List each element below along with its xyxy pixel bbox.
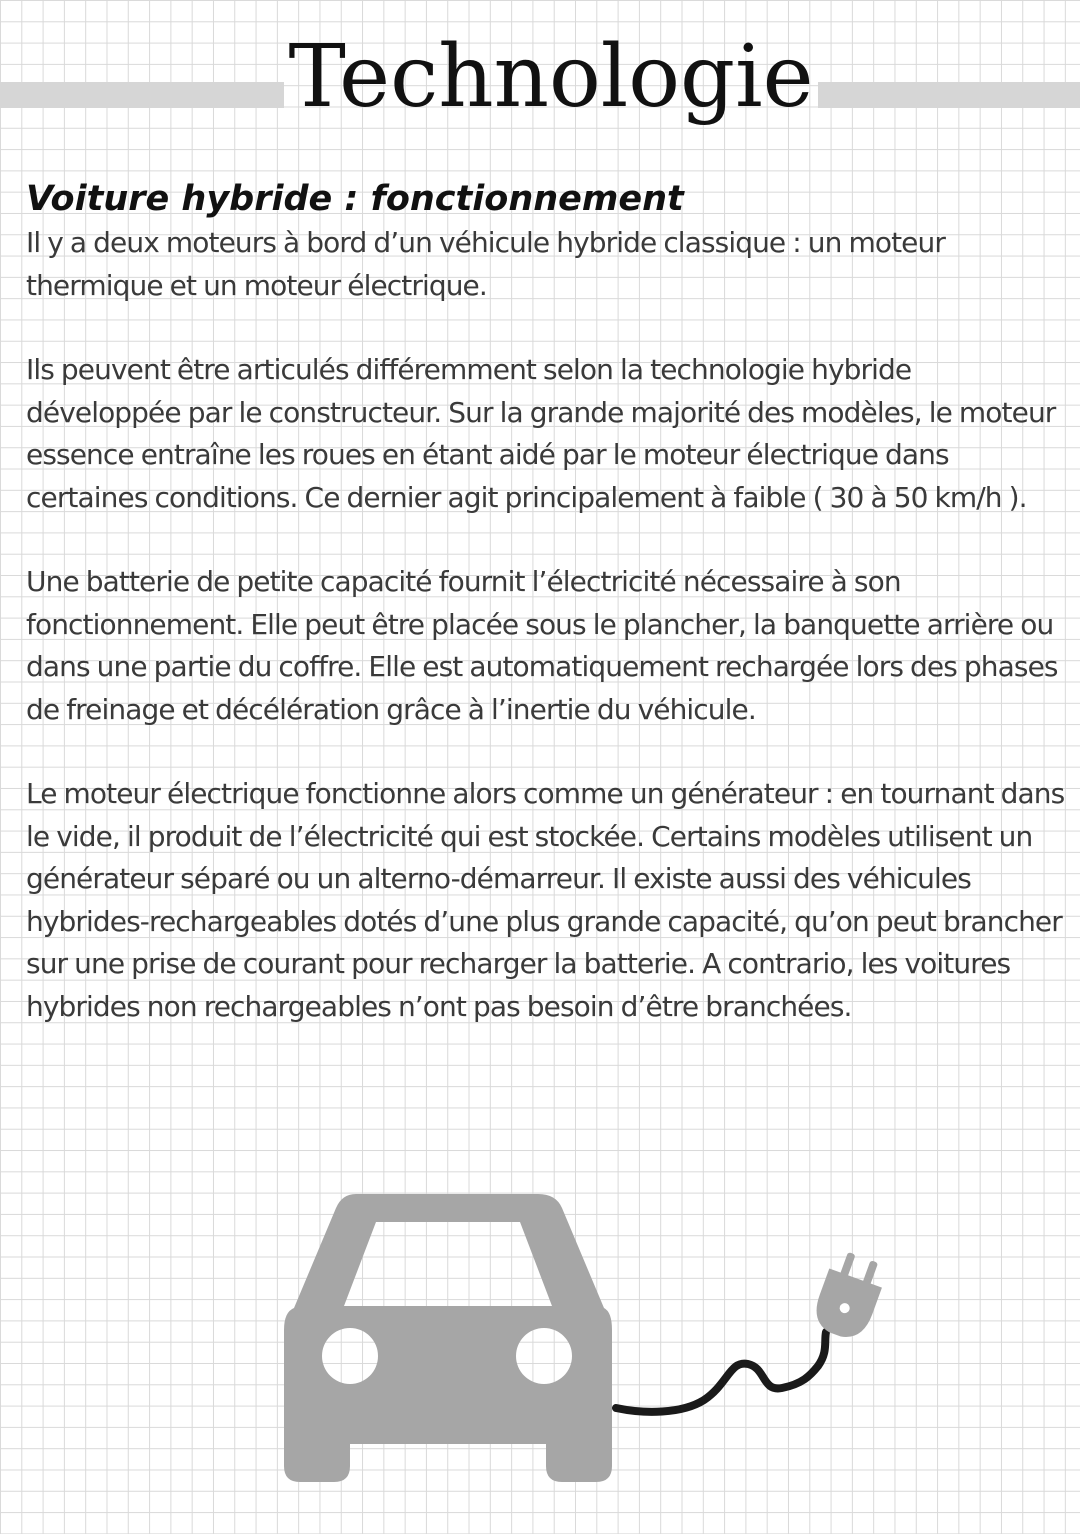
title-decor-bar-right bbox=[818, 82, 1080, 108]
page-title: Technologie bbox=[288, 27, 814, 127]
electric-car-plug-icon bbox=[284, 1190, 904, 1490]
cable-icon bbox=[616, 1332, 826, 1412]
paragraph-battery: Une batterie de petite capacité fournit l’électricité nécessaire à son fonctionnement. Elle peut être placée sous le plancher, la banquette arrière ou dans une partie du coffre. Elle est automatiquement rechargée lors des phases de freinage et décélération grâce à l’inertie du véhicule. bbox=[26, 565, 1058, 726]
paragraph-two-motors: Il y a deux moteurs à bord d’un véhicule hybride classique : un moteur thermique et un moteur électrique. bbox=[26, 226, 945, 302]
paragraph-articulation: Ils peuvent être articulés différemment selon la technologie hybride développée par le constructeur. Sur la grande majorité des modèles, le moteur essence entraîne les roues en étant aidé par le moteur électrique dans certaines conditions. Ce dernier agit principalement à faible ( 30 à 50 km/h ). bbox=[26, 353, 1056, 514]
main-content bbox=[26, 176, 1066, 1070]
paragraph-generator: Le moteur électrique fonctionne alors comme un générateur : en tournant dans le vide, il produit de l’électricité qui est stockée. Certains modèles utilisent un générateur séparé ou un alterno-démarreur. Il existe aussi des véhicules hybrides-rechargeables dotés d’une plus grande capacité, qu’on peut brancher sur une prise de courant pour recharger la batterie. A contrario, les voitures hybrides non rechargeables n’ont pas besoin d’être branchées. bbox=[26, 777, 1065, 1023]
car-icon bbox=[284, 1194, 612, 1482]
plug-icon bbox=[809, 1248, 890, 1344]
section-heading: Voiture hybride : fonctionnement bbox=[26, 179, 684, 219]
title-decor-bar-left bbox=[0, 82, 284, 108]
